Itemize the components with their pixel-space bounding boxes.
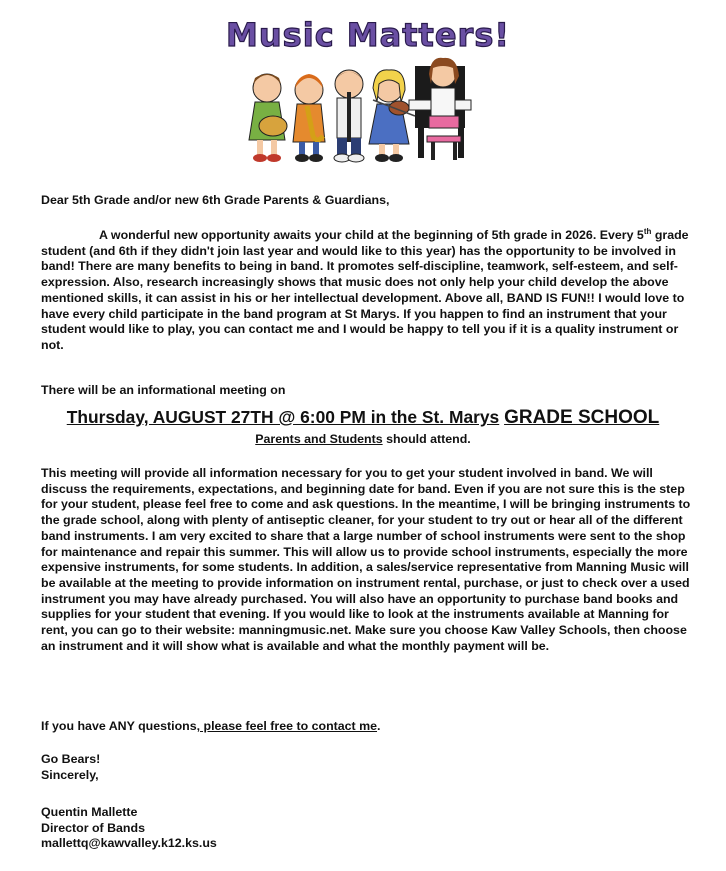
meeting-location: GRADE SCHOOL [504,407,660,428]
closing [41,752,691,783]
meeting-intro: There will be an informational meeting on [41,383,286,397]
children-playing-instruments-illustration [233,44,489,172]
questions-text: If you have ANY questions [41,719,197,733]
intro-paragraph-a: A wonderful new opportunity awaits your child at the beginning of 5th grade in 2026. Every 5 [99,228,644,242]
greeting: Dear 5th Grade and/or new 6th Grade Parents & Guardians, [41,193,390,207]
banner-title: Music Matters! [226,16,510,54]
meeting-details [0,407,726,429]
contact-link-text: , please feel free to contact me [196,719,378,733]
signature-block [41,805,691,852]
meeting-info-paragraph: This meeting will provide all information necessary for you to get your student involved in band. We will discuss the requirements, expectations, and beginning date for band. Even if you are not sure this is the step for your student, please feel free to come and ask questions. In the meantime, I will be bringing instruments to the grade school, along with plenty of antiseptic cleaner, for your student to try out or hear all of the different band instruments. I am very excited to share that a large number of school instruments were sent to the shop for maintenance and repair this summer. This will allow us to provide school instruments, especially the more expensive instruments, for some students. In addition, a sales/service representative from Manning Music will be available at the meeting to provide information on instrument rental, purchase, or just to check over a used instrument you may have already purchased. You will also have an opportunity to purchase band books and supplies for your student that evening. If you would like to look at the instruments available at Manning for rent, you can go to their website: manningmusic.net. Make sure you choose Kaw Valley Schools, then choose an instrument and it will show what is available and what the monthly payment will be. [41,466,691,653]
superscript-th: th [643,226,652,236]
intro-paragraph-b: grade student (and 6th if they didn't join last year and would like to this year) has the opportunity to be involved in band! There are many benefits to being in band. It promotes self-discipline, teamwork, self-esteem, and self-expression. Also, research increasingly shows that music does not only help your child develop the above mentioned skills, it can assist in his or her intellectual development. Above all, BAND IS FUN!! I would love to have every child participate in the band program at St Marys. If you happen to find an instrument that your student would like to play, you can contact me and I would be happy to tell you if it is a quality instrument or not. [41,228,689,352]
signature-email[interactable]: mallettq@kawvalley.k12.ks.us [41,836,217,851]
questions-period: . [377,719,381,733]
signature-name: Quentin Mallette [41,805,138,819]
questions-line [41,719,691,735]
closing-sincerely: Sincerely, [41,767,99,782]
intro-paragraph [41,228,691,354]
attendance-rest: should attend. [382,432,471,446]
signature-title: Director of Bands [41,820,145,835]
attendance-who: Parents and Students [255,432,383,446]
attendance-note [0,432,726,446]
meeting-date-time: Thursday, AUGUST 27TH @ 6:00 PM in the St. Marys [66,407,500,427]
closing-go-bears: Go Bears! [41,752,101,766]
